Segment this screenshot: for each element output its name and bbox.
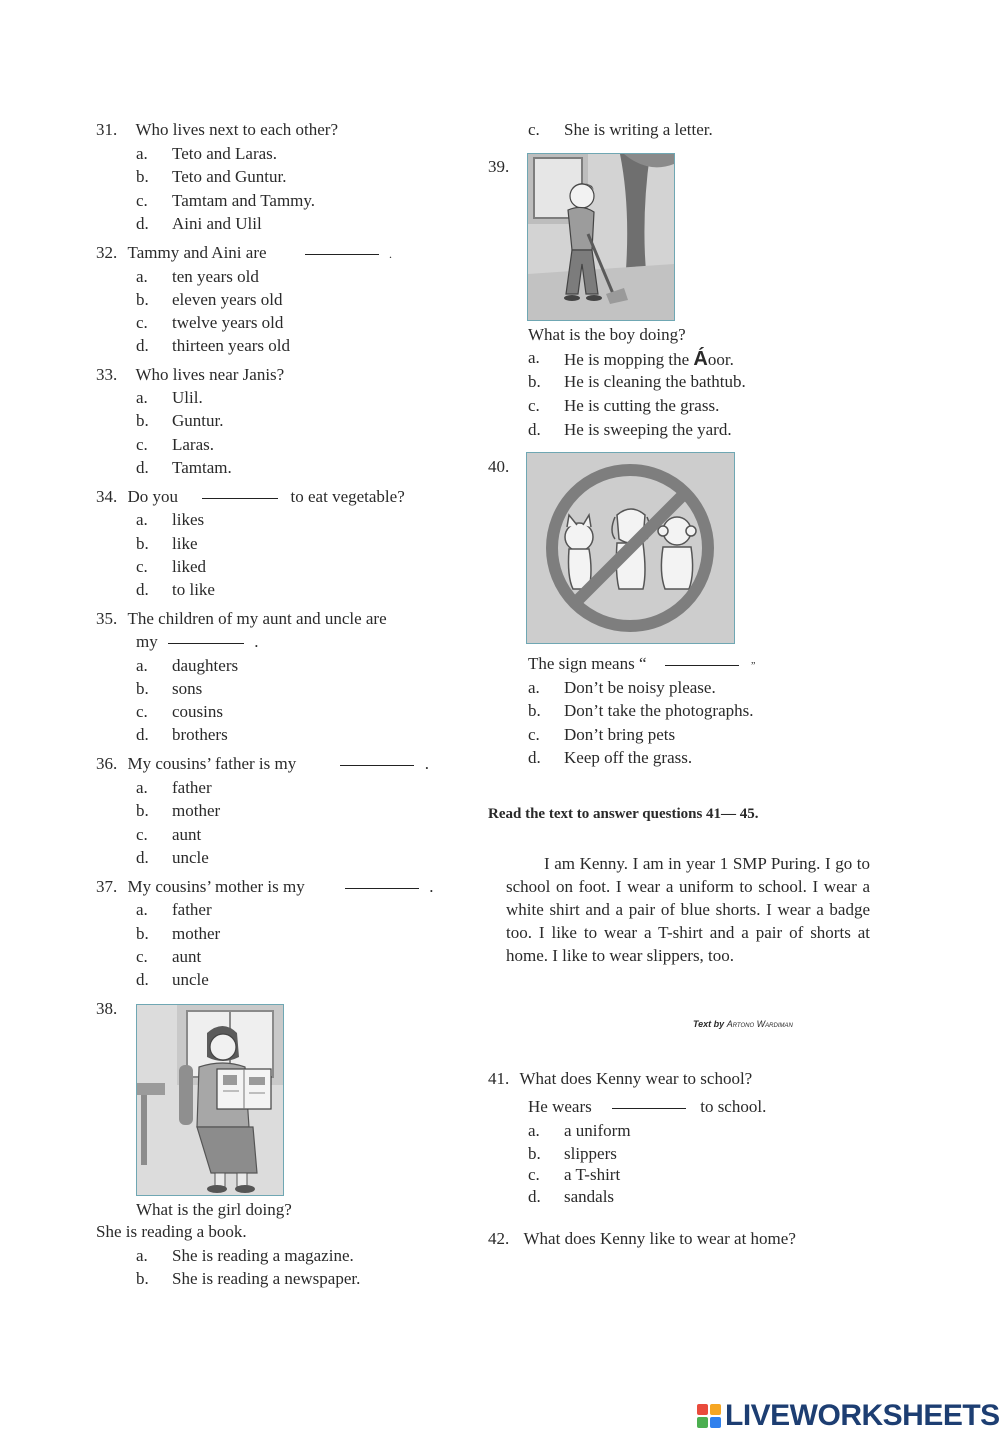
question-number: 35. [96, 609, 118, 628]
logo-text: LIVEWORKSHEETS [725, 1399, 1000, 1432]
question-text: My cousins’ mother is my [127, 877, 305, 896]
option[interactable]: d. brothers [136, 725, 228, 744]
answer-blank[interactable] [612, 1107, 686, 1109]
monkey-figure [658, 517, 696, 589]
no-pets-sign-image [526, 452, 735, 644]
option[interactable]: b. mother [136, 924, 221, 943]
answer-blank[interactable] [340, 764, 414, 766]
question-text: Do you [127, 487, 179, 506]
question-text: Tammy and Aini are [127, 243, 267, 262]
question-35 [96, 609, 387, 629]
question-text: Who lives next to each other? [135, 120, 339, 139]
question-33 [96, 365, 284, 385]
option[interactable]: a. Don’t be noisy please. [528, 678, 716, 697]
option[interactable]: b. He is cleaning the bathtub. [528, 372, 746, 391]
logo-square-blue [710, 1417, 721, 1428]
option[interactable]: a. likes [136, 510, 205, 529]
option[interactable]: d. uncle [136, 970, 209, 989]
question-40-number: 40. [488, 457, 510, 476]
question-42 [488, 1229, 796, 1249]
girl-reading-illustration [137, 1005, 283, 1195]
question-number: 41. [488, 1069, 510, 1088]
question-text: My cousins’ father is my [127, 754, 297, 773]
question-text: Who lives near Janis? [135, 365, 285, 384]
option[interactable]: b. She is reading a newspaper. [136, 1269, 361, 1288]
option[interactable]: c. Laras. [136, 435, 215, 454]
option[interactable]: b. eleven years old [136, 290, 283, 309]
logo-square-green [697, 1417, 708, 1428]
question-number: 37. [96, 877, 118, 896]
option[interactable]: d. thirteen years old [136, 336, 291, 355]
reading-passage: I am Kenny. I am in year 1 SMP Puring. I go to school on foot. I wear a uniform to school. I wear a white shirt and a pair of blue shorts. I wear a badge too. I like to wear a T-shirt and a pair of shorts at home. I like to wear slippers, too. [506, 854, 870, 965]
option[interactable]: d. sandals [528, 1187, 615, 1206]
question-40-text: The sign means “ ” [528, 654, 756, 673]
question-41 [488, 1069, 752, 1089]
logo-square-orange [710, 1404, 721, 1415]
option[interactable]: a. father [136, 900, 212, 919]
question-text: What does Kenny wear to school? [519, 1069, 753, 1088]
liveworksheets-logo[interactable] [697, 1399, 1000, 1433]
option[interactable]: a. daughters [136, 656, 239, 675]
answer-blank[interactable] [345, 887, 419, 889]
option[interactable]: d. Tamtam. [136, 458, 232, 477]
option[interactable]: a. She is reading a magazine. [136, 1246, 354, 1265]
option[interactable]: b. slippers [528, 1144, 617, 1163]
question-36: 36. My cousins’ father is my . [96, 754, 429, 773]
question-number: 36. [96, 754, 118, 773]
option[interactable]: d. Keep off the grass. [528, 748, 693, 767]
text-credit: Text by Artono Wardiman [693, 1019, 793, 1029]
answer-blank[interactable] [202, 497, 278, 499]
question-number: 31. [96, 120, 118, 139]
boy-sweeping-illustration [528, 154, 674, 320]
question-number: 34. [96, 487, 118, 506]
option[interactable]: a. ten years old [136, 267, 259, 286]
option[interactable]: d. uncle [136, 848, 209, 867]
option[interactable]: a. Ulil. [136, 388, 203, 407]
option[interactable]: c. He is cutting the grass. [528, 396, 720, 415]
option[interactable]: b. sons [136, 679, 203, 698]
option[interactable]: a. a uniform [528, 1121, 631, 1140]
option[interactable]: c. Tamtam and Tammy. [136, 191, 316, 210]
cat-figure [565, 515, 593, 589]
question-text: The children of my aunt and uncle are [127, 609, 387, 628]
question-38-answer-line: She is reading a book. [96, 1222, 247, 1241]
option[interactable]: c. Don’t bring pets [528, 725, 676, 744]
option[interactable]: c. a T-shirt [528, 1165, 621, 1184]
option[interactable]: c. aunt [136, 947, 202, 966]
question-37: 37. My cousins’ mother is my . [96, 877, 434, 896]
option[interactable]: a. father [136, 778, 212, 797]
option[interactable]: b. mother [136, 801, 221, 820]
girl-reading-image [136, 1004, 284, 1196]
option[interactable]: a. He is mopping the Áoor. [528, 348, 734, 370]
option[interactable]: c. liked [136, 557, 206, 576]
answer-blank[interactable] [168, 642, 244, 644]
logo-square-red [697, 1404, 708, 1415]
question-number: 32. [96, 243, 118, 262]
question-39-text: What is the boy doing? [528, 325, 686, 344]
option[interactable]: b. Teto and Guntur. [136, 167, 287, 186]
question-38-text: What is the girl doing? [136, 1200, 292, 1219]
answer-blank[interactable] [665, 664, 739, 666]
question-39-number: 39. [488, 157, 510, 176]
question-35-line2: my . [136, 632, 259, 651]
reading-heading: Read the text to answer questions 41— 45. [488, 806, 759, 822]
question-32: 32. Tammy and Aini are . [96, 243, 393, 262]
option[interactable]: b. like [136, 534, 198, 553]
no-pets-sign-illustration [527, 453, 734, 643]
question-41-prompt: He wears to school. [528, 1097, 767, 1116]
question-31 [96, 120, 338, 140]
option[interactable]: b. Guntur. [136, 411, 224, 430]
question-text: What does Kenny like to wear at home? [523, 1229, 796, 1248]
option[interactable]: d. to like [136, 580, 215, 599]
boy-sweeping-image [527, 153, 675, 321]
logo-icon [697, 1404, 721, 1428]
option[interactable]: b. Don’t take the photographs. [528, 701, 754, 720]
question-34: 34. Do you to eat vegetable? [96, 487, 405, 506]
answer-blank[interactable] [305, 253, 379, 255]
option[interactable]: c. She is writing a letter. [528, 120, 713, 139]
option[interactable]: c. cousins [136, 702, 223, 721]
option[interactable]: d. He is sweeping the yard. [528, 420, 732, 439]
question-number: 42. [488, 1229, 510, 1248]
option[interactable]: c. twelve years old [136, 313, 284, 332]
option[interactable]: c. aunt [136, 825, 202, 844]
question-number: 33. [96, 365, 118, 384]
question-38-number: 38. [96, 999, 118, 1018]
option[interactable]: a. Teto and Laras. [136, 144, 278, 163]
option[interactable]: d. Aini and Ulil [136, 214, 262, 233]
